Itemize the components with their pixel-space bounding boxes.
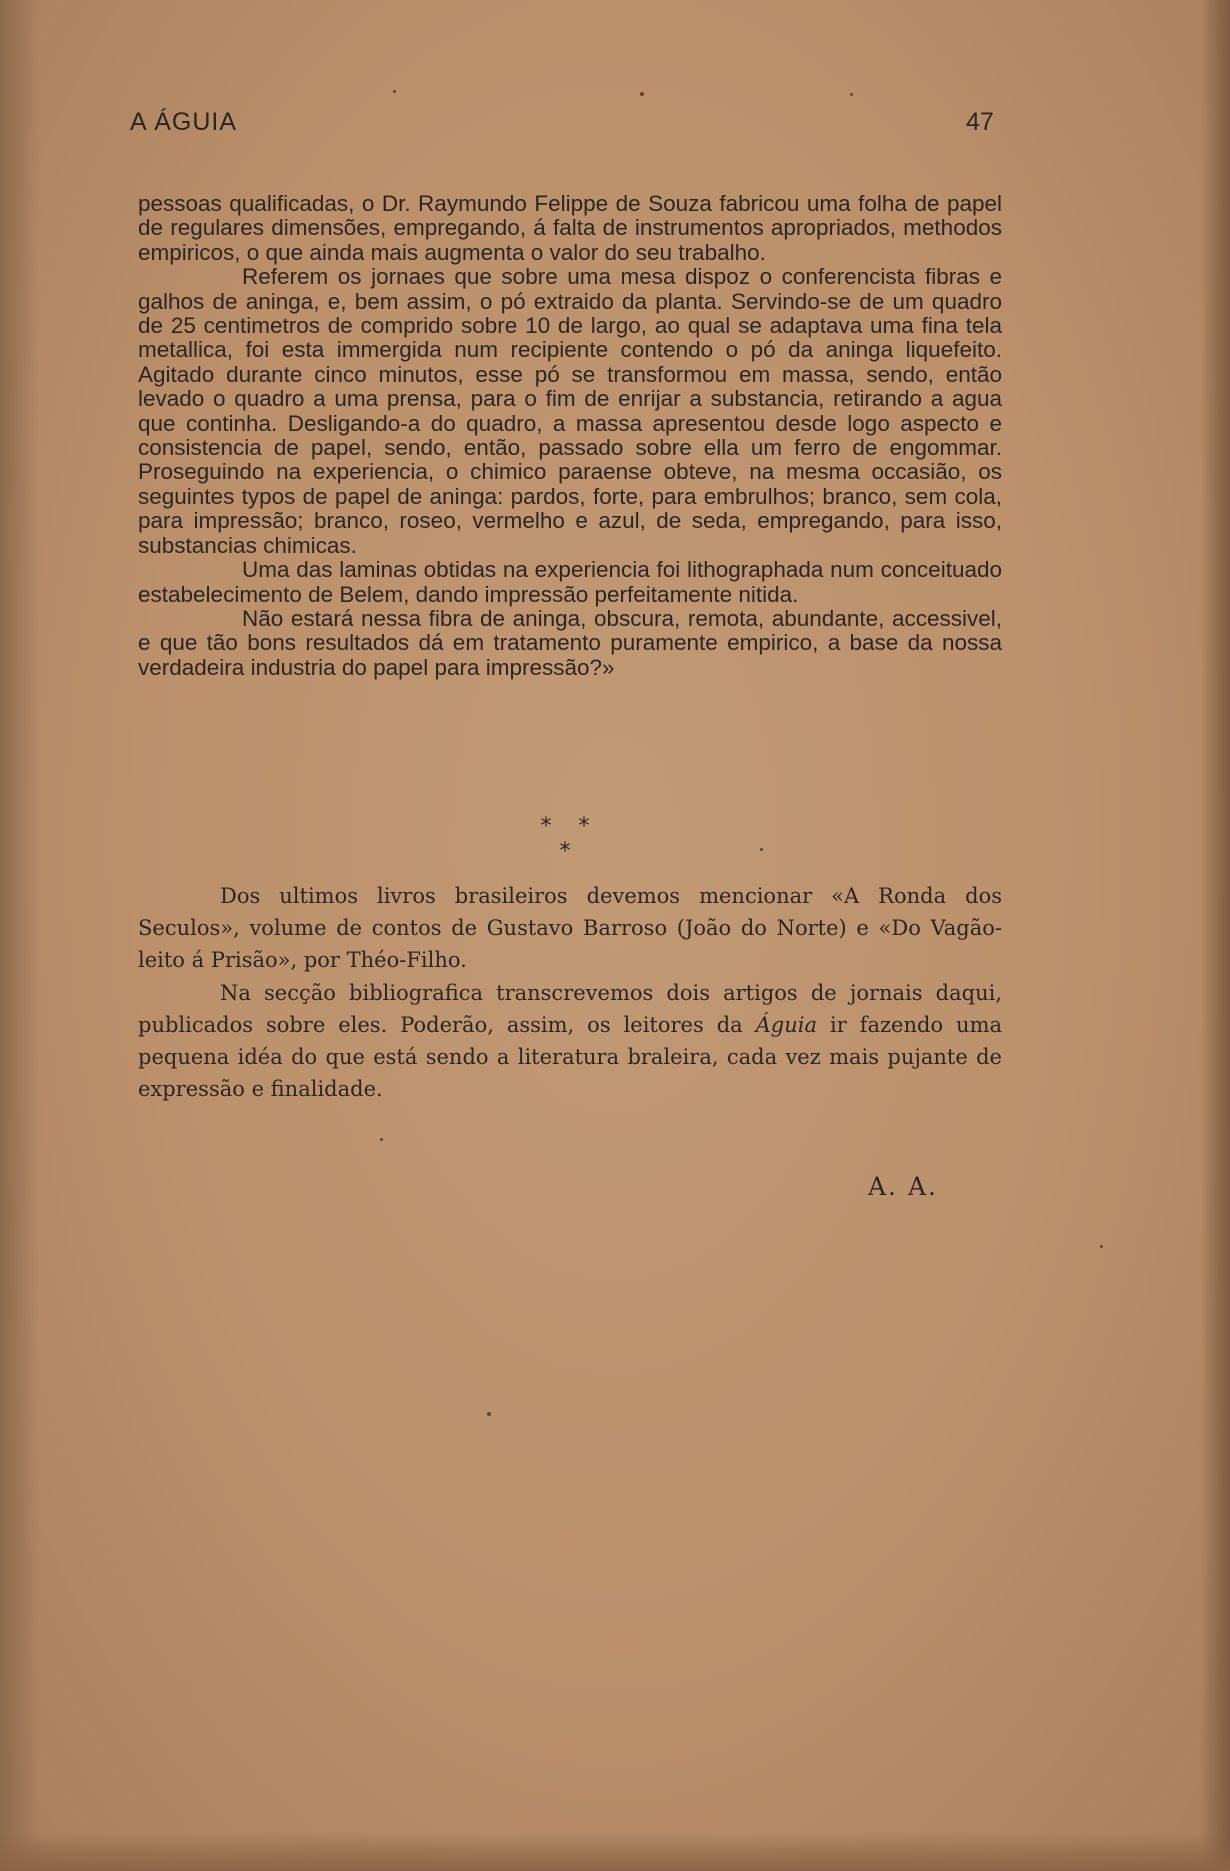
paper-speck <box>393 90 396 93</box>
paper-speck <box>380 1138 383 1141</box>
article-paragraph-3: Uma das laminas obtidas na experiencia foi lithographada num conceituado estabelecimento de Belem, dando impressão perfeitamente nitida. <box>138 557 1002 607</box>
paper-speck <box>1100 1245 1103 1248</box>
article-paragraph-2: Referem os jornaes que sobre uma mesa dispoz o conferencista fibras e galhos de aninga, e, bem assim, o pó extraido da planta. Servindo-se de um quadro de 25 centimetros de comprido sobre 10 de largo, ao qual se adaptava uma fina tela metallica, foi esta immergida num recipiente contendo o pó da aninga liquefeito. Agitado durante cinco minutos, esse pó se transformou em massa, sendo, então levado o quadro a uma prensa, para o fim de enrijar a substancia, retirando a agua que continha. Desligando-a do quadro, a massa apresentou desde logo aspecto e consistencia de papel, sendo, então, passado sobre ella um ferro de engommar. Proseguindo na experiencia, o chimico paraense obteve, na mesma occasião, os seguintes typos de papel de aninga: pardos, forte, para embrulhos; branco, sem cola, para impressão; branco, roseo, vermelho e azul, de seda, empregando, para isso, substancias chimicas. <box>138 264 1002 558</box>
page-edge-shadow-left <box>0 0 40 1871</box>
article-paragraph-1: pessoas qualificadas, o Dr. Raymundo Felippe de Souza fabricou uma folha de papel de regulares dimensões, empregando, á falta de instrumentos apropriados, methodos empiricos, o que ainda mais augmenta o valor do seu trabalho. <box>138 191 1002 265</box>
page-edge-shadow-right <box>1200 0 1230 1871</box>
article-paragraph-4: Não estará nessa fibra de aninga, obscura, remota, abundante, accessivel, e que tão bons resultados dá em tratamento puramente empirico, a base da nossa verdadeira industria do papel para impressão?» <box>138 605 1002 680</box>
magazine-title-italic: Águia <box>755 1012 818 1037</box>
note-text-after: ir fazendo uma pequena idéa do que está sendo a literatura braleira, cada vez mais pujante de expressão e finalidade. <box>138 1012 1003 1102</box>
page-number: 47 <box>966 108 994 136</box>
paper-speck <box>850 93 853 96</box>
running-title: A ÁGUIA <box>130 108 238 136</box>
editorial-note <box>138 880 1002 1105</box>
note-paragraph-1: Dos ultimos livros brasileiros devemos mencionar «A Ronda dos Seculos», volume de contos de Gustavo Barroso (João do Norte) e «Do Vagão-leito á Prisão», por Théo-Filho. <box>138 884 1002 973</box>
paper-speck <box>640 92 644 96</box>
paper-speck <box>487 1412 491 1416</box>
note-paragraph-2 <box>138 977 1002 1106</box>
article-text <box>138 192 1002 680</box>
paper-speck <box>760 848 763 851</box>
note-text-before: Na secção bibliografica transcrevemos dois artigos de jornais daqui, publicados sobre eles. Poderão, assim, os leitores da <box>138 980 1002 1037</box>
page-edge-shadow-bottom <box>0 1831 1230 1871</box>
section-separator: * * * <box>540 814 600 864</box>
author-signature: A. A. <box>868 1172 938 1201</box>
